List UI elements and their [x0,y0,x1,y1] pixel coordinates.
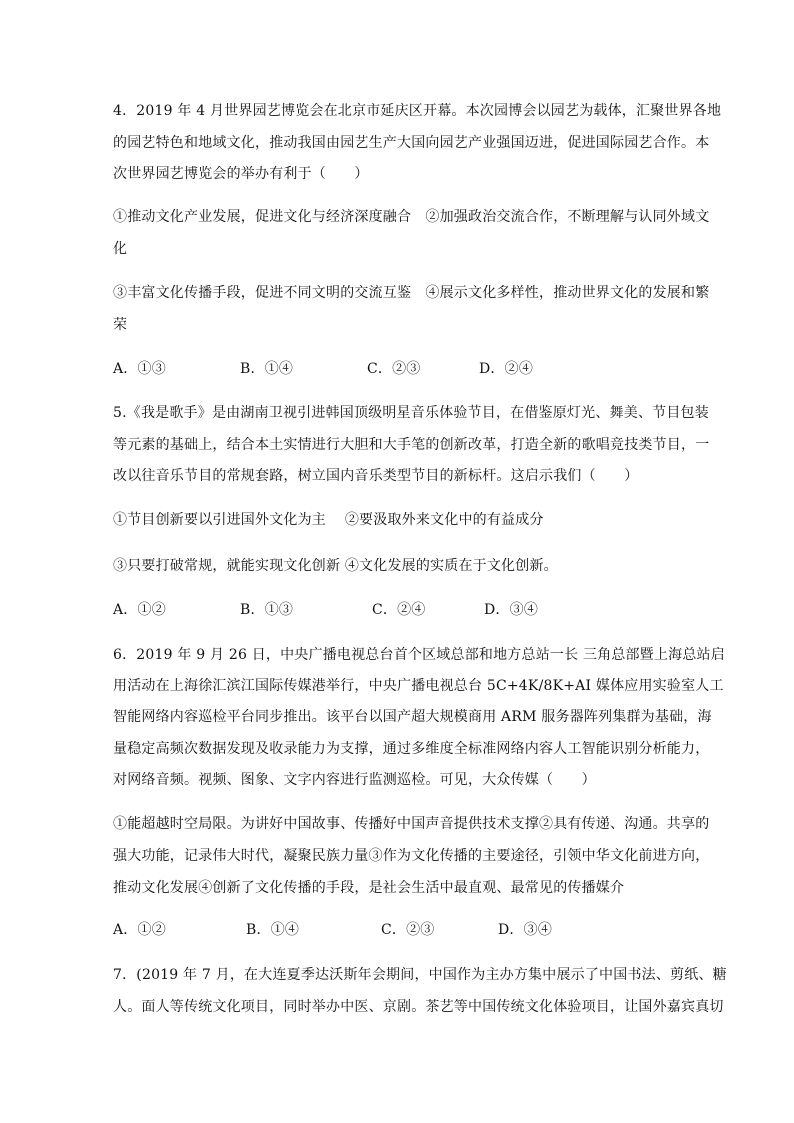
question-4-statement-line-4: 荣 [113,317,128,333]
question-6-statement-line-3: 推动文化发展④创新了文化传播的手段，是社会生活中最直观、最常见的传播媒介 [113,880,625,896]
option-a[interactable]: A．①② [113,922,166,938]
question-4-statement-line-3: ③丰富文化传播手段，促进不同文明的交流互鉴 ④展示文化多样性，推动世界文化的发展和繁 [113,285,710,301]
question-5-statement-line-2: ③只要打破常规，就能实现文化创新 ④文化发展的实质在于文化创新。 [113,558,558,574]
question-4-stem-line-2: 的园艺特色和地域文化，推动我国由园艺生产大国向园艺产业强国迈进，促进国际园艺合作。本 [113,135,710,151]
option-a[interactable]: A．①③ [113,361,166,377]
question-5-stem-line-1: 5.《我是歌手》是由湖南卫视引进韩国顶级明星音乐体验节目，在借鉴原灯光、舞美、节目包装 [113,405,709,421]
option-c[interactable]: C．②③ [381,922,435,938]
option-a[interactable]: A．①② [113,602,166,618]
option-d[interactable]: D．②④ [479,361,534,377]
question-4-statement-line-1: ①推动文化产业发展，促进文化与经济深度融合 ②加强政治交流合作，不断理解与认同外域文 [113,209,710,225]
question-4-statement-line-2: 化 [113,241,128,257]
option-d[interactable]: D．③④ [498,922,553,938]
option-b[interactable]: B．①④ [240,361,294,377]
question-7-stem-line-1: 7．(2019 年 7 月，在大连夏季达沃斯年会期间，中国作为主办方集中展示了中国书法、剪纸、糖 [113,967,727,983]
option-d[interactable]: D．③④ [484,602,539,618]
question-6-stem-line-3: 智能网络内容巡检平台同步推出。该平台以国产超大规模商用 ARM 服务器阵列集群为基础，海 [113,709,712,725]
question-6-stem-line-4: 量稳定高频次数据发现及收录能力为支撑，通过多维度全标准网络内容人工智能识别分析能力， [113,741,710,757]
option-c[interactable]: C．②④ [372,602,426,618]
option-b[interactable]: B．①④ [246,922,300,938]
question-6-statement-line-2: 强大功能，记录伟大时代，凝聚民族力量③作为文化传播的主要途径，引领中华文化前进方向， [113,848,710,864]
option-c[interactable]: C．②③ [367,361,421,377]
option-b[interactable]: B．①③ [240,602,294,618]
question-6-stem-line-1: 6．2019 年 9 月 26 日，中央广播电视总台首个区域总部和地方总站一长 三角总部暨上海总站启 [113,647,725,663]
question-6-stem-line-2: 用活动在上海徐汇滨江国际传媒港举行，中央广播电视总台 5C+4K/8K+AI 媒体应用实验室人工 [113,678,724,694]
question-5-stem-line-3: 改以往音乐节目的常规套路，树立国内音乐类型节目的新标杆。这启示我们（ ） [113,468,639,484]
question-5-statement-line-1: ①节目创新要以引进国外文化为主 ②要汲取外来文化中的有益成分 [113,512,544,528]
question-4-stem-line-1: 4．2019 年 4 月世界园艺博览会在北京市延庆区开幕。本次园博会以园艺为载体，汇聚世界各地 [113,103,722,119]
question-5-stem-line-2: 等元素的基础上，结合本土实情进行大胆和大手笔的创新改革，打造全新的歌唱竞技类节目，一 [113,437,710,453]
question-7-stem-line-2: 人。面人等传统文化项目，同时举办中医、京剧。茶艺等中国传统文化体验项目，让国外嘉宾真切 [113,999,724,1015]
question-4-stem-line-3: 次世界园艺博览会的举办有利于（ ） [113,166,369,182]
question-6-statement-line-1: ①能超越时空局限。为讲好中国故事、传播好中国声音提供技术支撑②具有传递、沟通。共享的 [113,816,710,832]
question-6-stem-line-5: 对网络音频。视频、图象、文字内容进行监测巡检。可见，大众传媒（ ） [113,772,596,788]
